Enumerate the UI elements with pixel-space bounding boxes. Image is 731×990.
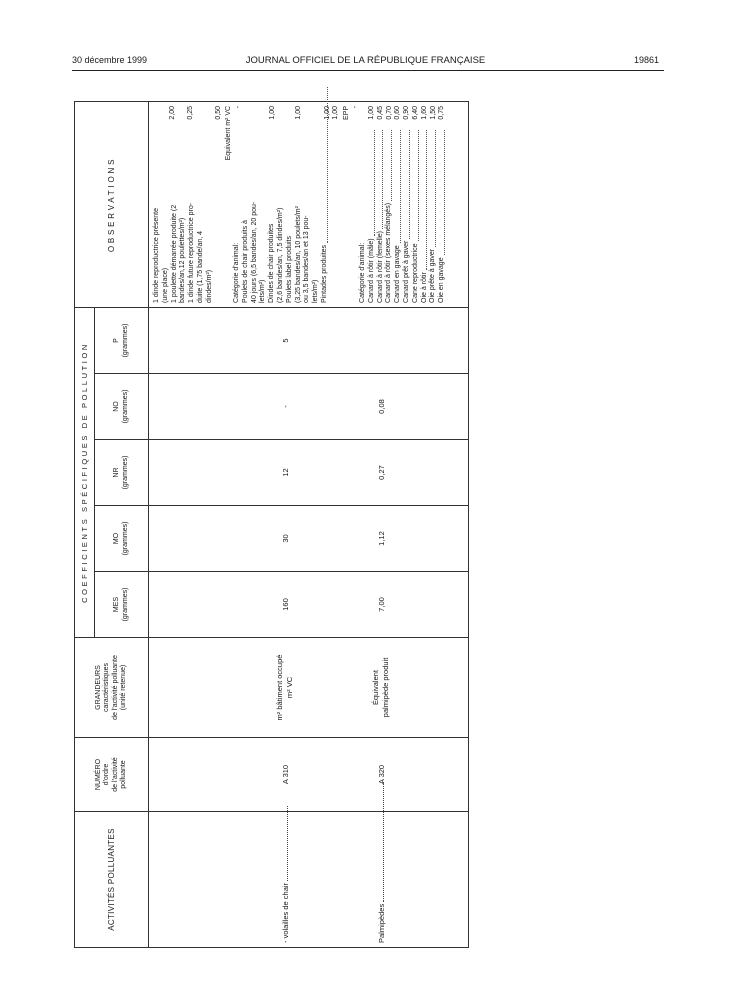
cell-no	[149, 374, 469, 440]
table-body-row	[149, 101, 469, 947]
obs-a320-label: Oie à rôtir	[420, 272, 428, 303]
nr-a320: 0,27	[377, 465, 386, 480]
header-grandeurs-line4: (unité retenue)	[119, 664, 127, 711]
header-rule	[72, 70, 664, 71]
header-numero-line3: de l'activité	[111, 757, 119, 792]
header-coefficients	[75, 307, 95, 637]
obs-a310-value: 1,00	[324, 105, 331, 120]
mo-a310: 30	[281, 534, 290, 543]
obs-a320-values	[368, 106, 447, 120]
obs-a310-line: Dindes de chair produites	[268, 223, 276, 303]
cell-grandeurs	[149, 638, 469, 738]
obs-a320-row	[403, 128, 412, 303]
grandeur-a310-line1: m² bâtiment occupé	[275, 654, 284, 721]
cell-nr	[149, 440, 469, 506]
obs-a320-title: Catégorie d'animal:	[359, 242, 366, 303]
obs-a310-dash: -	[235, 105, 242, 109]
obs-a320-label: Canard à rôtir (femelle)	[376, 230, 384, 303]
header-mes-name: MES	[113, 596, 121, 613]
obs-a310-value: 1,00	[269, 105, 276, 120]
obs-top-block	[153, 85, 215, 303]
header-coefficients-label: COEFFICIENTS SPÉCIFIQUES DE POLLUTION	[79, 342, 89, 603]
obs-a320-value: 0,75	[438, 105, 446, 120]
obs-a310-block	[233, 85, 330, 303]
header-mo-name: MO	[113, 532, 121, 545]
header-journal-title: JOURNAL OFFICIEL DE LA RÉPUBLIQUE FRANÇAISE	[245, 55, 486, 66]
leader-dots	[377, 130, 384, 229]
obs-a320-row	[421, 128, 430, 303]
leader-dots	[429, 130, 436, 247]
obs-a310-line: (3,25 bandes/an, 10 poulets/m²	[294, 206, 302, 303]
header-mes-unit: (grammes)	[121, 587, 129, 622]
leader-dots	[412, 130, 419, 241]
obs-top-value: 2,00	[169, 105, 176, 120]
obs-a320-unit-header: EPP	[343, 105, 350, 120]
obs-a320-value: 0,90	[403, 105, 411, 120]
obs-a310-line: 40 jours (6,5 bandes/an, 20 pou-	[250, 201, 258, 303]
obs-a310-title: Catégorie d'animal:	[233, 242, 240, 303]
obs-top-line: dindes/m²)	[205, 269, 213, 303]
obs-a320-value: 6,40	[411, 105, 419, 120]
obs-a310-value: 1,00	[295, 105, 302, 120]
header-numero-line4: polluante	[119, 760, 127, 789]
activity-palmipedes-label: Palmipèdes	[377, 903, 386, 943]
obs-a320-row	[368, 128, 377, 303]
obs-a320-row	[429, 128, 438, 303]
header-nr	[95, 440, 149, 506]
header-numero-line2: d'ordre	[103, 763, 111, 786]
header-numero-line1: NUMÉRO	[94, 758, 102, 791]
no-a320: 0,08	[377, 399, 386, 414]
obs-top-line: bandes/an,12 poulettes/m²)	[179, 217, 187, 303]
leader-dots	[403, 130, 410, 239]
obs-a320-label: Canard à rôtir (sexes mélangés)	[385, 202, 393, 303]
obs-a320-value: 0,45	[376, 105, 384, 120]
obs-a320-value: 1,50	[429, 105, 437, 120]
header-numero	[75, 738, 149, 812]
header-p-name: P	[113, 338, 121, 343]
obs-a320-row	[394, 128, 403, 303]
header-p	[95, 307, 149, 373]
leader-dots	[368, 130, 375, 236]
obs-a310-line: (2,6 bandes/an, 7,5 dindes/m²)	[276, 207, 284, 303]
mes-a320: 7,00	[377, 597, 386, 612]
obs-top-value: 0,50	[215, 105, 222, 120]
obs-top-line: 1 dinde future reproductrice pro-	[188, 202, 196, 303]
nr-a310: 12	[281, 468, 290, 477]
obs-a320-value: 0,60	[394, 105, 402, 120]
obs-a310-unit-header: Equivalent m² VC	[225, 105, 232, 161]
obs-top-line: duite (1,75 bande/an, 4	[196, 230, 204, 303]
leader-dots	[438, 130, 445, 255]
header-activities-label: ACTIVITÉS POLLUANTES	[106, 828, 116, 931]
header-p-unit: (grammes)	[121, 323, 129, 358]
numero-a320: A 320	[377, 764, 386, 785]
obs-a310-value: 1,00	[332, 105, 339, 120]
header-grandeurs	[75, 638, 149, 738]
pollution-coefficients-table	[74, 101, 469, 948]
obs-a320-label: Canard en gavage	[394, 245, 402, 303]
leader-dots	[385, 130, 392, 201]
obs-top-line: (une place)	[161, 267, 169, 303]
obs-a320-label: Cane reproductrice	[411, 243, 419, 303]
cell-p	[149, 307, 469, 373]
cell-activities	[149, 812, 469, 948]
header-mo-unit: (grammes)	[121, 521, 129, 556]
obs-a320-value: 1,00	[368, 105, 375, 120]
obs-a320-label: Oie en gavage	[438, 257, 446, 303]
obs-a310-line: ou 3,5 bandes/an et 13 pou-	[303, 215, 311, 303]
obs-a310-line: lets/m²)	[312, 279, 320, 303]
obs-a320-row	[412, 128, 421, 303]
obs-a320-row	[385, 128, 394, 303]
header-date: 30 décembre 1999	[72, 55, 148, 65]
obs-top-value: 0,25	[187, 105, 194, 120]
obs-a320-row	[377, 128, 386, 303]
header-grandeurs-line3: de l'activité polluante	[111, 655, 119, 720]
cell-numero	[149, 738, 469, 812]
header-mo	[95, 506, 149, 572]
grandeur-a320-line1: Équivalent	[371, 669, 380, 706]
obs-a320-block	[359, 128, 447, 303]
leader-dots	[281, 806, 288, 881]
header-mes	[95, 572, 149, 638]
obs-a320-value: 1,60	[420, 105, 428, 120]
no-a310: -	[281, 405, 290, 408]
obs-a320-row	[438, 128, 447, 303]
header-observations-label: OBSERVATIONS	[106, 156, 116, 253]
activity-volailles	[281, 806, 290, 943]
rotated-table-page	[74, 102, 468, 948]
header-no-name: NO	[113, 401, 121, 412]
header-nr-unit: (grammes)	[121, 455, 129, 490]
activity-volailles-label: - volailles de chair	[281, 882, 290, 943]
obs-a320-label: Canard à rôtir (mâle)	[367, 238, 375, 303]
numero-a310: A 310	[281, 764, 290, 785]
obs-a320-label: Oie prête à gaver	[429, 248, 437, 303]
cell-mes	[149, 572, 469, 638]
obs-a320-value: 0,70	[385, 105, 393, 120]
obs-a310-line: Poulets label produits	[285, 236, 293, 303]
mo-a320: 1,12	[377, 531, 386, 546]
obs-a310-pintades-label: Pintades produites	[320, 244, 328, 303]
obs-a310-line: lets/m²)	[259, 279, 267, 303]
leader-dots	[394, 130, 401, 243]
obs-a320-label: Canard prêt à gaver	[402, 240, 410, 303]
mes-a310: 160	[281, 598, 290, 611]
header-page-number: 19861	[633, 55, 659, 65]
cell-mo	[149, 506, 469, 572]
leader-dots	[421, 130, 428, 270]
header-nr-name: NR	[113, 467, 121, 478]
header-no-unit: (grammes)	[121, 389, 129, 424]
obs-a320-dash: -	[352, 105, 359, 109]
obs-top-line: 1 poulette démarrée produite (2	[170, 204, 178, 303]
header-observations	[75, 101, 149, 307]
grandeur-a320-line2: palmipède produit	[381, 657, 390, 718]
cell-observations	[149, 101, 469, 307]
header-grandeurs-line2: caractéristiques	[103, 662, 111, 713]
grandeur-a310-line2: m² VC	[285, 676, 294, 699]
header-grandeurs-line1: GRANDEURS	[94, 665, 102, 710]
obs-a310-line: Poulets de chair produits à	[241, 220, 249, 303]
p-a310: 5	[281, 338, 290, 343]
obs-top-line: 1 dinde reproductrice présente	[153, 208, 160, 303]
header-no	[95, 374, 149, 440]
header-activities	[75, 812, 149, 948]
